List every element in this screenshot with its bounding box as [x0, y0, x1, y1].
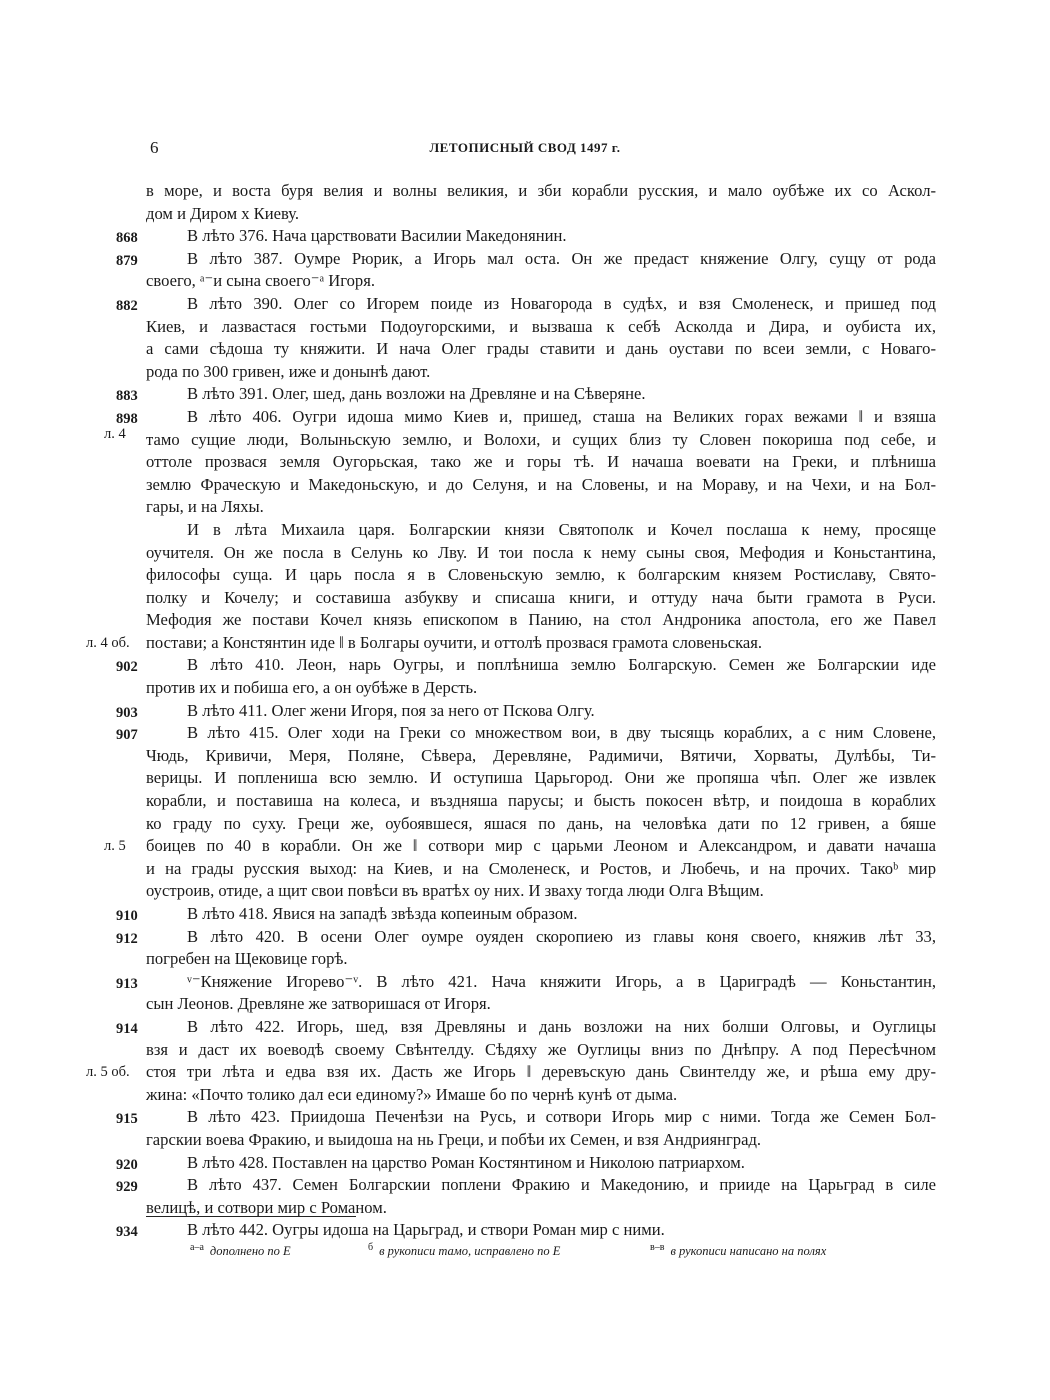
text-line — [0, 180, 1050, 203]
text-line — [0, 316, 1050, 339]
text-line-content: И в лѣта Михаила царя. Болгарскии князи Святополк и Кочел послаша к нему, просяще — [187, 519, 936, 539]
text-line — [0, 225, 1050, 248]
text-line-content: гары, и на Ляхы. — [146, 497, 264, 517]
text-line-content: верицы. И поплениша всю землю. И оступиша Царьгород. Они же пропяша чѣп. Олег же извлек — [146, 768, 936, 788]
text-line — [0, 926, 1050, 949]
year-margin-note: 913 — [116, 975, 138, 992]
text-line — [0, 496, 1050, 519]
text-line-content: взя и даст их воеводѣ своему Свѣнтелду. Сѣдяху же Оуглицы вниз по Днѣпру. А под Пересѣчном — [146, 1039, 936, 1059]
text-line-content: погребен на Щековице горѣ. — [146, 949, 348, 969]
text-line-content: В лѣто 442. Оугры идоша на Царьград, и створи Роман мир с ними. — [187, 1220, 665, 1240]
text-line — [0, 993, 1050, 1016]
year-margin-note: 868 — [116, 230, 138, 247]
text-line — [0, 451, 1050, 474]
footnote: $^{в-в}$ в рукописи написано на полях — [650, 1242, 827, 1259]
text-line-content: землю Фраческую и Македоньскую, и до Селуня, и на Словены, и на Мораву, и на Чехи, и на Бол- — [146, 474, 936, 494]
text-line — [0, 858, 1050, 881]
footnote-divider — [146, 1216, 356, 1217]
text-line-content: Киев, и лазвастася гостьми Подоугорскими, и вызваша к себѣ Асколда и Дира, и оубиста их, — [146, 316, 936, 336]
year-margin-note: 920 — [116, 1156, 138, 1173]
text-line — [0, 406, 1050, 429]
text-line-content: В лѣто 387. Оумре Рюрик, а Игорь мал оста. Он же предаст княжение Олгу, сущу от рода — [187, 248, 936, 268]
leaf-margin-note: л. 5 об. — [86, 1064, 130, 1081]
text-line — [0, 700, 1050, 723]
text-line-content: В лѣто 376. Нача царствовати Василии Македонянин. — [187, 226, 567, 246]
text-line — [0, 1061, 1050, 1084]
footnote: $^{а-а}$ дополнено по Е — [190, 1242, 291, 1259]
year-margin-note: 879 — [116, 252, 138, 269]
text-line — [0, 745, 1050, 768]
page-header — [0, 138, 1050, 162]
year-margin-note: 903 — [116, 704, 138, 721]
text-line — [0, 1106, 1050, 1129]
text-line — [0, 338, 1050, 361]
text-line — [0, 971, 1050, 994]
text-line — [0, 880, 1050, 903]
chronicle-text — [0, 180, 1050, 1242]
text-line — [0, 1016, 1050, 1039]
text-line-content: гарскии воева Фракию, и выидоша на нь Греци, и побѣи их Семен, и взя Андриянград. — [146, 1129, 762, 1149]
text-line-content: рода по 300 гривен, иже и донынѣ дают. — [146, 361, 431, 381]
text-line-content: тамо сущие люди, Волыньскую землю, и Волохи, и сущих близ ту Словен покориша под себе, и — [146, 429, 936, 449]
text-line — [0, 383, 1050, 406]
year-margin-note: 910 — [116, 908, 138, 924]
year-margin-note: 912 — [116, 930, 138, 947]
year-margin-note: 929 — [116, 1179, 138, 1196]
text-line-content: а сами сѣдоша ту княжити. И нача Олег грады ставити и дань оустави по всеи земли, с Новаго- — [146, 339, 936, 359]
text-line — [0, 542, 1050, 565]
text-line — [0, 654, 1050, 677]
text-line — [0, 1174, 1050, 1197]
text-line-content: своего, ᵃ⁻и сына своего⁻ᵃ Игоря. — [146, 271, 376, 291]
text-line-content: В лѣто 411. Олег жени Игоря, поя за него от Пскова Олгу. — [187, 700, 595, 720]
text-line-content: В лѣто 422. Игорь, шед, взя Древляны и дань возложи на них болши Олговы, и Оуглицы — [187, 1016, 936, 1036]
running-title: ЛЕТОПИСНЫЙ СВОД 1497 г. — [429, 140, 621, 155]
text-line-content: Чюдь, Кривичи, Меря, Поляне, Сѣвера, Деревляне, Радимичи, Вятичи, Хорваты, Дулѣбы, Ти- — [146, 745, 936, 765]
text-line-content: велицѣ, и сотвори мир с Романом. — [146, 1197, 387, 1217]
text-line-content: В лѣто 420. В осени Олег оумре оуяден скоропиею из главы коня своего, княжив лѣт 33, — [187, 926, 936, 946]
text-line-content: корабли, и поставиша на колеса, и въздняша парусы; и бысть покосен вѣтр, и поидоша в кораблих — [146, 791, 936, 811]
text-line — [0, 519, 1050, 542]
text-line — [0, 248, 1050, 271]
text-line — [0, 203, 1050, 226]
text-line-content: В лѣто 415. Олег ходи на Греки со множеством вои, в дву тысящь кораблих, а с ним Словене, — [187, 723, 936, 743]
text-line — [0, 1219, 1050, 1242]
text-line-content: стоя три лѣта и едва взя их. Дасть же Игорь ‖ деревъскую дань Свинтелду же, и рѣша ему дру- — [146, 1062, 936, 1082]
text-line — [0, 270, 1050, 293]
text-line-content: сын Леонов. Древляне же затворишася от Игоря. — [146, 994, 491, 1014]
text-line — [0, 564, 1050, 587]
text-line — [0, 790, 1050, 813]
text-line-content: В лѣто 423. Приидоша Печенѣзи на Русь, и сотвори Игорь мир с ними. Тогда же Семен Бол- — [187, 1107, 936, 1127]
year-margin-note: 934 — [116, 1224, 138, 1241]
year-margin-note: 914 — [116, 1020, 138, 1037]
footnote: $^б$ в рукописи тамо, исправлено по Е — [368, 1242, 561, 1259]
text-line-content: в море, и воста буря велия и волны великия, и зби корабли русския, и мало оубѣже их со Аскол- — [146, 181, 936, 200]
year-margin-note: 902 — [116, 659, 138, 676]
text-line-content: боицев по 40 в корабли. Он же ‖ сотвори мир с царьми Леоном и Александром, и давати начаша — [146, 836, 936, 856]
text-line-content: ко граду по суху. Греци же, оубоявшеся, яшася по дань, на человѣка дати по 12 гривен, а бяше — [146, 813, 936, 833]
text-line — [0, 1152, 1050, 1175]
text-line — [0, 677, 1050, 700]
text-line — [0, 361, 1050, 384]
leaf-margin-note: л. 4 об. — [86, 634, 130, 651]
text-line-content: В лѣто 406. Оугри идоша мимо Киев и, пришед, сташа на Великих горах вежами ‖ и взяша — [187, 406, 936, 426]
text-line-content: В лѣто 437. Семен Болгарскии поплени Фракию и Македонию, и прииде на Царьград в силе — [187, 1175, 936, 1195]
text-line — [0, 767, 1050, 790]
text-line — [0, 609, 1050, 632]
text-line — [0, 474, 1050, 497]
text-line — [0, 632, 1050, 655]
text-line — [0, 425, 1050, 452]
text-line-content: оучителя. Он же посла в Селунь ко Лву. И тои посла к нему сыны своя, Мефодия и Коньстантина, — [146, 542, 936, 562]
text-line-content: Мефодия же постави Кочел князь епископом в Панию, на стол Андроника апостола, его же Павел — [146, 610, 936, 630]
text-line-content: В лѣто 418. Явися на западѣ звѣзда копеиным образом. — [187, 904, 578, 923]
text-line — [0, 1129, 1050, 1152]
text-line-content: жина: «Почто толико дал еси единому?» Имаше бо по чернѣ кунѣ от дыма. — [146, 1084, 678, 1104]
text-line-content: ᵛ⁻Княжение Игорево⁻ᵛ. В лѣто 421. Нача княжити Игорь, а в Цариградѣ — Коньстантин, — [187, 971, 936, 991]
year-margin-note: 883 — [116, 388, 138, 405]
text-line-content: и на грады русския выход: на Киев, и на Смоленеск, и Ростов, и Любечь, и на прочих. Такоᵇ мир — [146, 858, 936, 878]
text-line — [0, 835, 1050, 858]
page-number: 6 — [150, 138, 159, 157]
year-margin-note: 898 — [116, 410, 138, 427]
year-margin-note: 915 — [116, 1111, 138, 1128]
text-line — [0, 813, 1050, 836]
text-line-content: В лѣто 428. Поставлен на царство Роман Костянтином и Николою патриархом. — [187, 1152, 745, 1172]
text-line-content: В лѣто 391. Олег, шед, дань возложи на Древляне и на Сѣверяне. — [187, 384, 646, 404]
text-line — [0, 293, 1050, 316]
text-line-content: постави; а Констянтин иде ‖ в Болгары оучити, и оттолѣ прозвася грамота словеньская. — [146, 632, 763, 652]
text-line — [0, 1039, 1050, 1062]
text-line-content: В лѣто 390. Олег со Игорем поиде из Новагорода в судѣх, и взя Смоленеск, и пришед под — [187, 293, 936, 313]
text-line — [0, 903, 1050, 926]
text-line-content: В лѣто 410. Леон, нарь Оугры, и поплѣниша землю Болгарскую. Семен же Болгарскии иде — [187, 655, 936, 675]
leaf-margin-note: л. 4 — [104, 425, 126, 442]
text-line-content: оустроив, отиде, а щит свои повѣси въ вратѣх оу них. И зваху тогда люди Олга Вѣщим. — [146, 881, 764, 901]
text-line-content: против их и побиша его, а он оубѣже в Дерсть. — [146, 678, 478, 698]
year-margin-note: 907 — [116, 727, 138, 744]
text-line — [0, 722, 1050, 745]
text-line-content: оттоле прозвася земля Оугорьская, тако же и горы тѣ. И начаша воевати на Греки, и плѣниша — [146, 452, 936, 472]
text-line-content: дом и Диром х Киеву. — [146, 203, 300, 223]
text-line — [0, 948, 1050, 971]
footnotes — [0, 1242, 1050, 1264]
leaf-margin-note: л. 5 — [104, 838, 126, 855]
text-line — [0, 587, 1050, 610]
text-line-content: полку и Кочелу; и составиша азбукву и списаша книги, и оттуду нача быти грамота в Руси. — [146, 587, 936, 607]
text-line-content: философы суща. И царь посла я в Словеньскую землю, к болгарским князем Ростиславу, Свято- — [146, 565, 936, 585]
text-line — [0, 1084, 1050, 1107]
year-margin-note: 882 — [116, 297, 138, 314]
